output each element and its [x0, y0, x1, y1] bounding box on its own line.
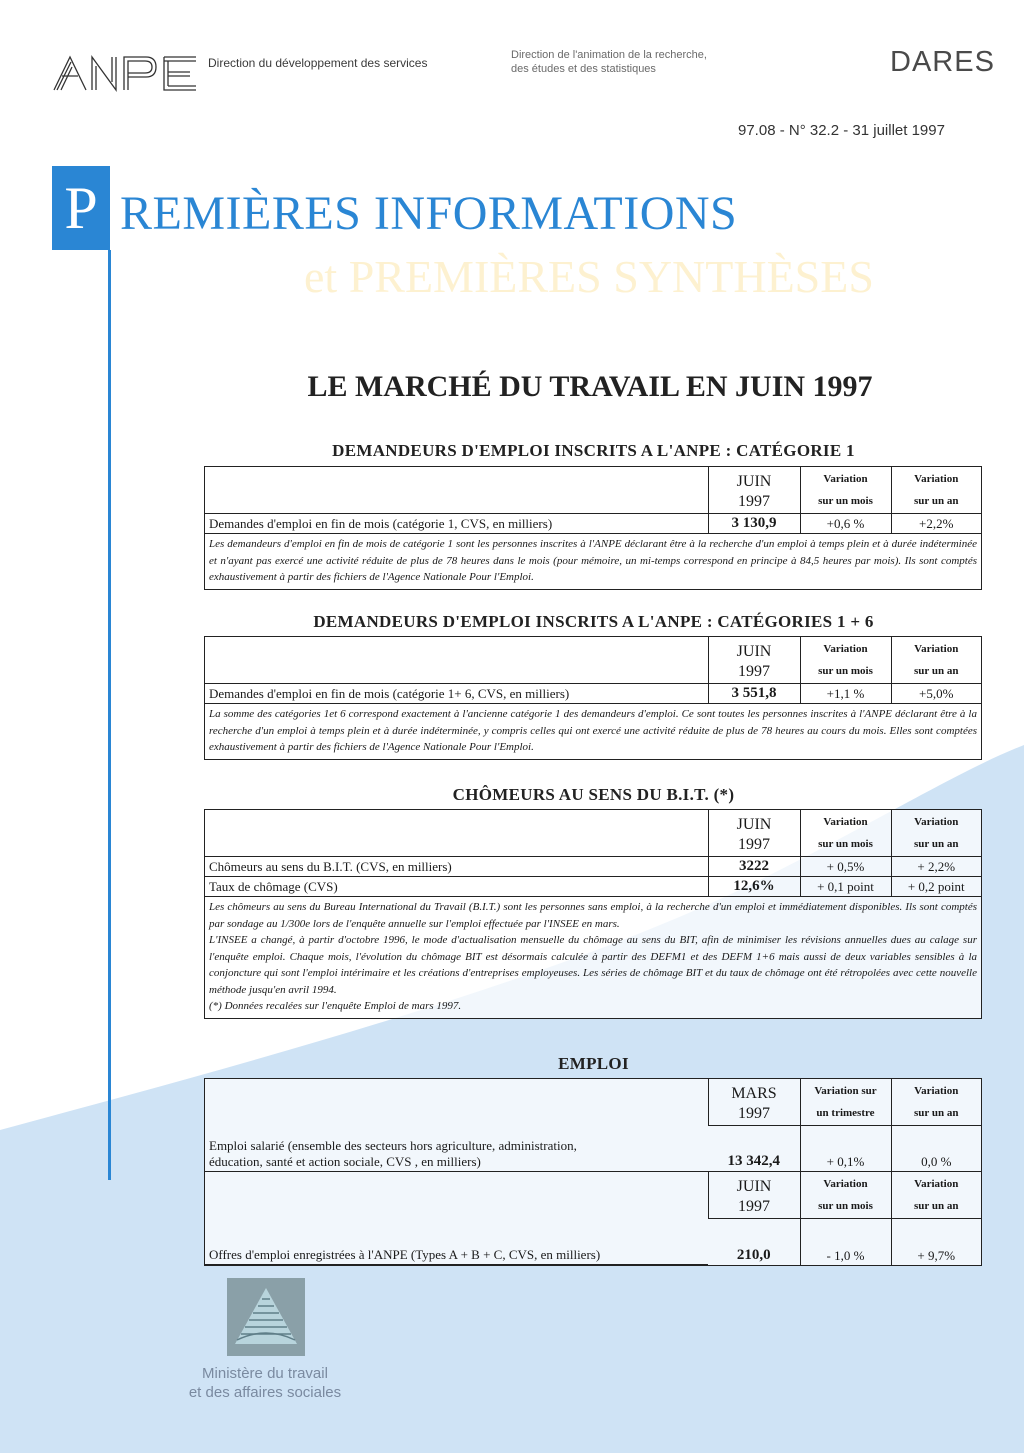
cat1-row-var-month: +0,6 %: [800, 514, 891, 534]
emploi-row1-var-a: + 0,1%: [800, 1126, 891, 1172]
cat16-head-var-year: Variation sur un an: [891, 637, 981, 684]
table-header-row: [205, 1172, 981, 1219]
cat1-head-var-year: Variation sur un an: [891, 467, 981, 514]
ministry-logo: [227, 1278, 305, 1356]
emploi-row2-value: 210,0: [736, 1246, 771, 1263]
direction-dares-line1: Direction de l'animation de la recherche,: [511, 49, 707, 61]
ministry-name: [170, 1364, 360, 1402]
ministry-line2: et des affaires sociales: [188, 1384, 342, 1401]
issue-number: 97.08 - N° 32.2 - 31 juillet 1997: [738, 122, 945, 139]
direction-dares: [511, 48, 761, 76]
bit-row1-label: Chômeurs au sens du B.I.T. (CVS, en milliers): [205, 857, 708, 877]
bit-note-3: (*) Données recalées sur l'enquête Emploi de mars 1997.: [209, 1000, 462, 1012]
emploi-head1-var-a: Variation sur un trimestre: [800, 1079, 891, 1126]
table-row: [205, 514, 981, 534]
table-row: [205, 877, 981, 897]
cat16-head-var-month: Variation sur un mois: [800, 637, 891, 684]
section-bit-box: [204, 809, 982, 1019]
cat16-row-label: Demandes d'emploi en fin de mois (catégorie 1+ 6, CVS, en milliers): [209, 686, 570, 701]
section-cat1-box: [204, 466, 982, 590]
emploi-row2-label: Offres d'emploi enregistrées à l'ANPE (Types A + B + C, CVS, en milliers): [205, 1172, 708, 1265]
cat16-row-var-year: +5,0%: [891, 684, 981, 704]
table-header-row: [205, 467, 981, 514]
cat1-head-var-month: Variation sur un mois: [800, 467, 891, 514]
cat16-row-value: 3 551,8: [708, 684, 800, 704]
cat1-note: Les demandeurs d'emploi en fin de mois de catégorie 1 sont les personnes inscrites à l'ANPE déclarant être à la recherche d'un emploi à temps plein et à durée indéterminée et n'ayant pas exercé une activité réduite de plus de 78 heures dans le mois (pour mémoire, un mi-temps correspond en principe à 84,5 heures par mois). Ils sont comptés exhaustivement à partir des fichiers de l'Agence Nationale Pour l'Emploi.: [205, 533, 981, 589]
section-cat16-title: DEMANDEURS D'EMPLOI INSCRITS A L'ANPE : CATÉGORIES 1 + 6: [313, 612, 874, 631]
masthead-initial: P: [52, 166, 110, 250]
section-emploi-title: EMPLOI: [558, 1054, 629, 1073]
emploi-row1-label: Emploi salarié (ensemble des secteurs hors agriculture, administration, éducation, santé et action sociale, CVS , en milliers): [205, 1079, 708, 1172]
ministry-line1: Ministère du travail: [202, 1365, 328, 1382]
emploi-head2-period: JUIN 1997: [708, 1172, 800, 1219]
bit-row2-var-year: + 0,2 point: [891, 877, 981, 897]
cat16-table: [205, 637, 981, 703]
bit-head-period: JUIN 1997: [708, 810, 800, 857]
table-header-row: [205, 810, 981, 857]
bit-row2-var-month: + 0,1 point: [800, 877, 891, 897]
masthead-subtitle: et PREMIÈRES SYNTHÈSES: [304, 251, 874, 302]
emploi-head2-var-a: Variation sur un mois: [800, 1172, 891, 1219]
bit-note-1: Les chômeurs au sens du Bureau International du Travail (B.I.T.) sont les personnes sans emploi, à la recherche d'un emploi et immédiatement disponibles. Ils sont comptés par sondage au 1/300e lors de l'enquête annuelle sur l'emploi effectuée par l'INSEE en mars.: [209, 901, 977, 930]
bit-note-2: L'INSEE a changé, à partir d'octobre 1996, le mode d'actualisation mensuelle du chômage au sens du BIT, afin de minimiser les révisions annuelles dues au calage sur l'enquête emploi. Chaque mois, l'évolution du chômage BIT est désormais calculée à partir des DEFM1 et des DEFM 1+6 mais aussi de deux variables sensibles à la conjoncture qui sont l'emploi intérimaire et les créations d'entreprises employeuses. Les séries de chômage BIT et du taux de chômage ont été rétropolées avec cette nouvelle méthode jusqu'en avril 1994.: [209, 934, 977, 996]
emploi-head2-var-b: Variation sur un an: [891, 1172, 981, 1219]
bit-row2-label: Taux de chômage (CVS): [209, 879, 338, 894]
emploi-row2-var-b: + 9,7%: [891, 1219, 981, 1265]
bit-table: [205, 810, 981, 896]
cat16-note: La somme des catégories 1et 6 correspond exactement à l'ancienne catégorie 1 des demandeurs d'emploi. Ce sont toutes les personnes inscrites à l'ANPE déclarant être à la recherche d'un emploi à temps plein et à durée indéterminée, y compris celles qui ont exercé une activité réduite de plus de 78 heures au cours du mois. Elles sont comptées exhaustivement à partir des fichiers de l'Agence Nationale Pour l'Emploi.: [205, 703, 981, 759]
report-title: LE MARCHÉ DU TRAVAIL EN JUIN 1997: [307, 370, 873, 403]
table-header-row: [205, 637, 981, 684]
cat1-row-value: 3 130,9: [708, 514, 800, 534]
table-row: [205, 857, 981, 877]
bit-head-var-year: Variation sur un an: [891, 810, 981, 857]
section-bit-title: CHÔMEURS AU SENS DU B.I.T. (*): [452, 785, 735, 804]
cat16-head-period: JUIN 1997: [708, 637, 800, 684]
emploi-head1-var-b: Variation sur un an: [891, 1079, 981, 1126]
cat1-table: [205, 467, 981, 533]
masthead-title: REMIÈRES INFORMATIONS: [120, 187, 738, 240]
cat1-row-label: Demandes d'emploi en fin de mois (catégorie 1, CVS, en milliers): [209, 516, 553, 531]
table-header-row: [205, 1079, 981, 1126]
cat1-head-period: JUIN 1997: [708, 467, 800, 514]
bit-head-var-month: Variation sur un mois: [800, 810, 891, 857]
bit-note: [205, 896, 981, 1018]
direction-developpement: Direction du développement des services: [208, 56, 428, 70]
emploi-row1-value: 13 342,4: [708, 1126, 800, 1172]
emploi-table: [205, 1079, 981, 1265]
section-cat16-box: [204, 636, 982, 760]
cat16-row-var-month: +1,1 %: [800, 684, 891, 704]
masthead-rule: [108, 250, 111, 1180]
bit-row1-var-year: + 2,2%: [891, 857, 981, 877]
anpe-logo: [52, 54, 198, 92]
emploi-head1-period: MARS 1997: [708, 1079, 800, 1126]
dares-label: DARES: [890, 46, 995, 78]
section-cat1-title: DEMANDEURS D'EMPLOI INSCRITS A L'ANPE : CATÉGORIE 1: [332, 441, 855, 460]
table-row: [205, 684, 981, 704]
cat1-row-var-year: +2,2%: [891, 514, 981, 534]
emploi-row2-var-a: - 1,0 %: [800, 1219, 891, 1265]
bit-row2-value: 12,6%: [708, 877, 800, 897]
emploi-row1-var-b: 0,0 %: [891, 1126, 981, 1172]
bit-row1-var-month: + 0,5%: [800, 857, 891, 877]
direction-dares-line2: des études et des statistiques: [511, 63, 656, 75]
section-emploi-box: [204, 1078, 982, 1266]
bit-row1-value: 3222: [708, 857, 800, 877]
